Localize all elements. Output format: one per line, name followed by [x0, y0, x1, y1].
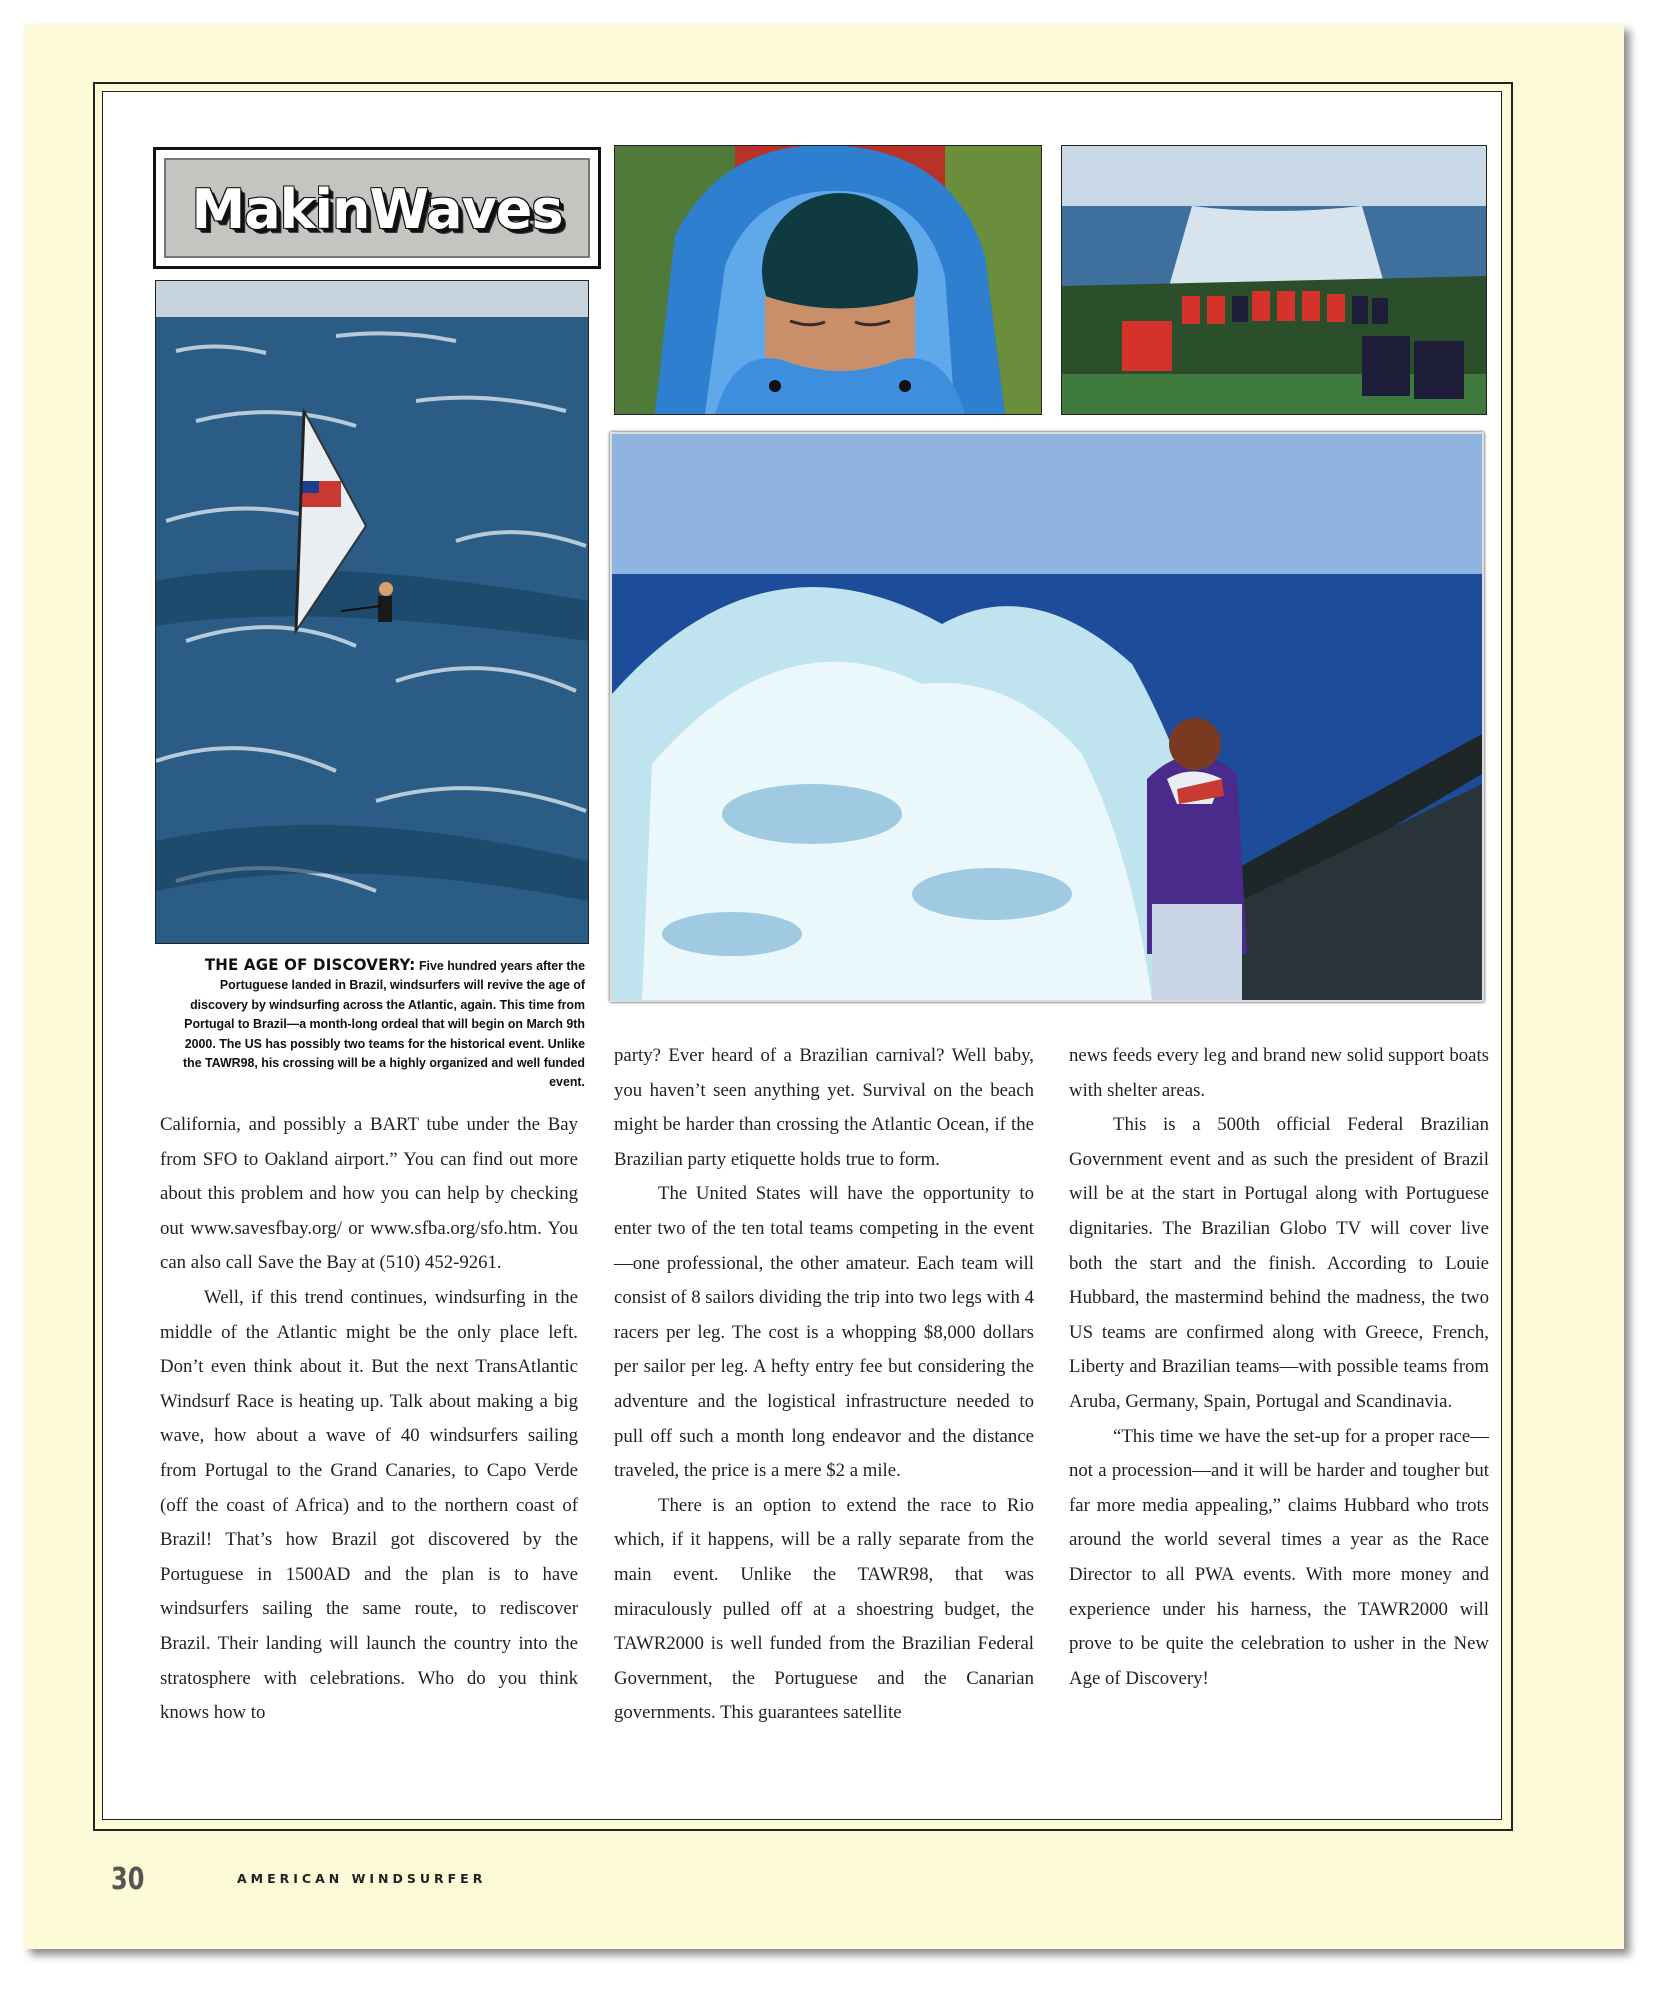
paragraph: There is an option to extend the race to Rio which, if it happens, will be a rally separate from the main event. Unlike the TAWR98, that was miraculously pulled off at a shoestring budget, the TAWR2000 is well funded from the Brazilian Federal Government, the Portuguese and the Canarian governments. This guarantees satellite	[614, 1494, 1034, 1724]
section-logo	[153, 147, 601, 269]
magazine-name: AMERICAN WINDSURFER	[237, 1871, 487, 1886]
caption-body: Five hundred years after the Portuguese landed in Brazil, windsurfers will revive the age of discovery by windsurfing across the Atlantic, again. This time from Portugal to Brazil—a month-long ordeal that will begin on March 9th 2000. The US has possibly two teams for the historical event. Unlike the TAWR98, his crossing will be a highly organized and well funded event.	[182, 958, 586, 1090]
paragraph: Well, if this trend continues, windsurfing in the middle of the Atlantic might be the only place left. Don’t even think about it. But the next TransAtlantic Windsurf Race is heating up. Talk about making a big wave, how about a wave of 40 windsurfers sailing from Portugal to the Grand Canaries, to Capo Verde (off the coast of Africa) and to the northern coast of Brazil! That’s how Brazil got discovered by the Portuguese in 1500AD and the plan is to have windsurfers sailing the same route, to rediscover Brazil. Their landing will launch the country into the stratosphere with celebrations. Who do you think knows how to	[160, 1286, 578, 1724]
article-column-2	[614, 1039, 1034, 1731]
article-column-3	[1069, 1039, 1489, 1696]
paragraph: news feeds every leg and brand new solid support boats with shelter areas.	[1069, 1045, 1489, 1101]
section-logo-text: MakinWaves	[191, 178, 563, 241]
article-column-1	[160, 1108, 578, 1731]
photo-hooded-sailor	[614, 145, 1042, 415]
paragraph: California, and possibly a BART tube under the Bay from SFO to Oakland airport.” You can find out more about this problem and how you can help by checking out www.savesfbay.org/ or www.sfba.org/sfo.htm. You can also call Save the Bay at (510) 452-9261.	[160, 1114, 578, 1274]
paragraph: This is a 500th official Federal Brazilian Government event and as such the president of Brazil will be at the start in Portugal along with Portuguese dignitaries. The Brazilian Globo TV will cover live both the start and the finish. According to Louie Hubbard, the mastermind behind the madness, the two US teams are confirmed along with Greece, French, Liberty and Brazilian teams—with possible teams from Aruba, Germany, Spain, Portugal and Scandinavia.	[1069, 1114, 1489, 1412]
page-number: 30	[111, 1862, 145, 1897]
photo-ship-deck-crew	[1061, 145, 1487, 415]
paragraph: party? Ever heard of a Brazilian carnival? Well baby, you haven’t seen anything yet. Survival on the beach might be harder than crossing the Atlantic Ocean, if the Brazilian party etiquette holds true to form.	[614, 1045, 1034, 1170]
photo-wave-ship-rail	[610, 432, 1484, 1002]
section-logo-plate	[164, 158, 590, 258]
paragraph: The United States will have the opportunity to enter two of the ten total teams competing in the event—one professional, the other amateur. Each team will consist of 8 sailors dividing the trip into two legs with 4 racers per leg. The cost is a whopping $8,000 dollars per sailor per leg. A hefty entry fee but considering the adventure and the logistical infrastructure needed to pull off such a month long endeavor and the distance traveled, the price is a mere $2 a mile.	[614, 1183, 1034, 1482]
photo-caption	[181, 955, 585, 1092]
caption-headline: THE AGE OF DISCOVERY:	[204, 955, 416, 974]
paragraph: “This time we have the set-up for a proper race—not a procession—and it will be harder and tougher but far more media appealing,” claims Hubbard who trots around the world several times a year as the Race Director to all PWA events. With more money and experience under his harness, the TAWR2000 will prove to be quite the celebration to usher in the New Age of Discovery!	[1069, 1425, 1489, 1689]
photo-windsurfer-ocean	[155, 280, 589, 944]
